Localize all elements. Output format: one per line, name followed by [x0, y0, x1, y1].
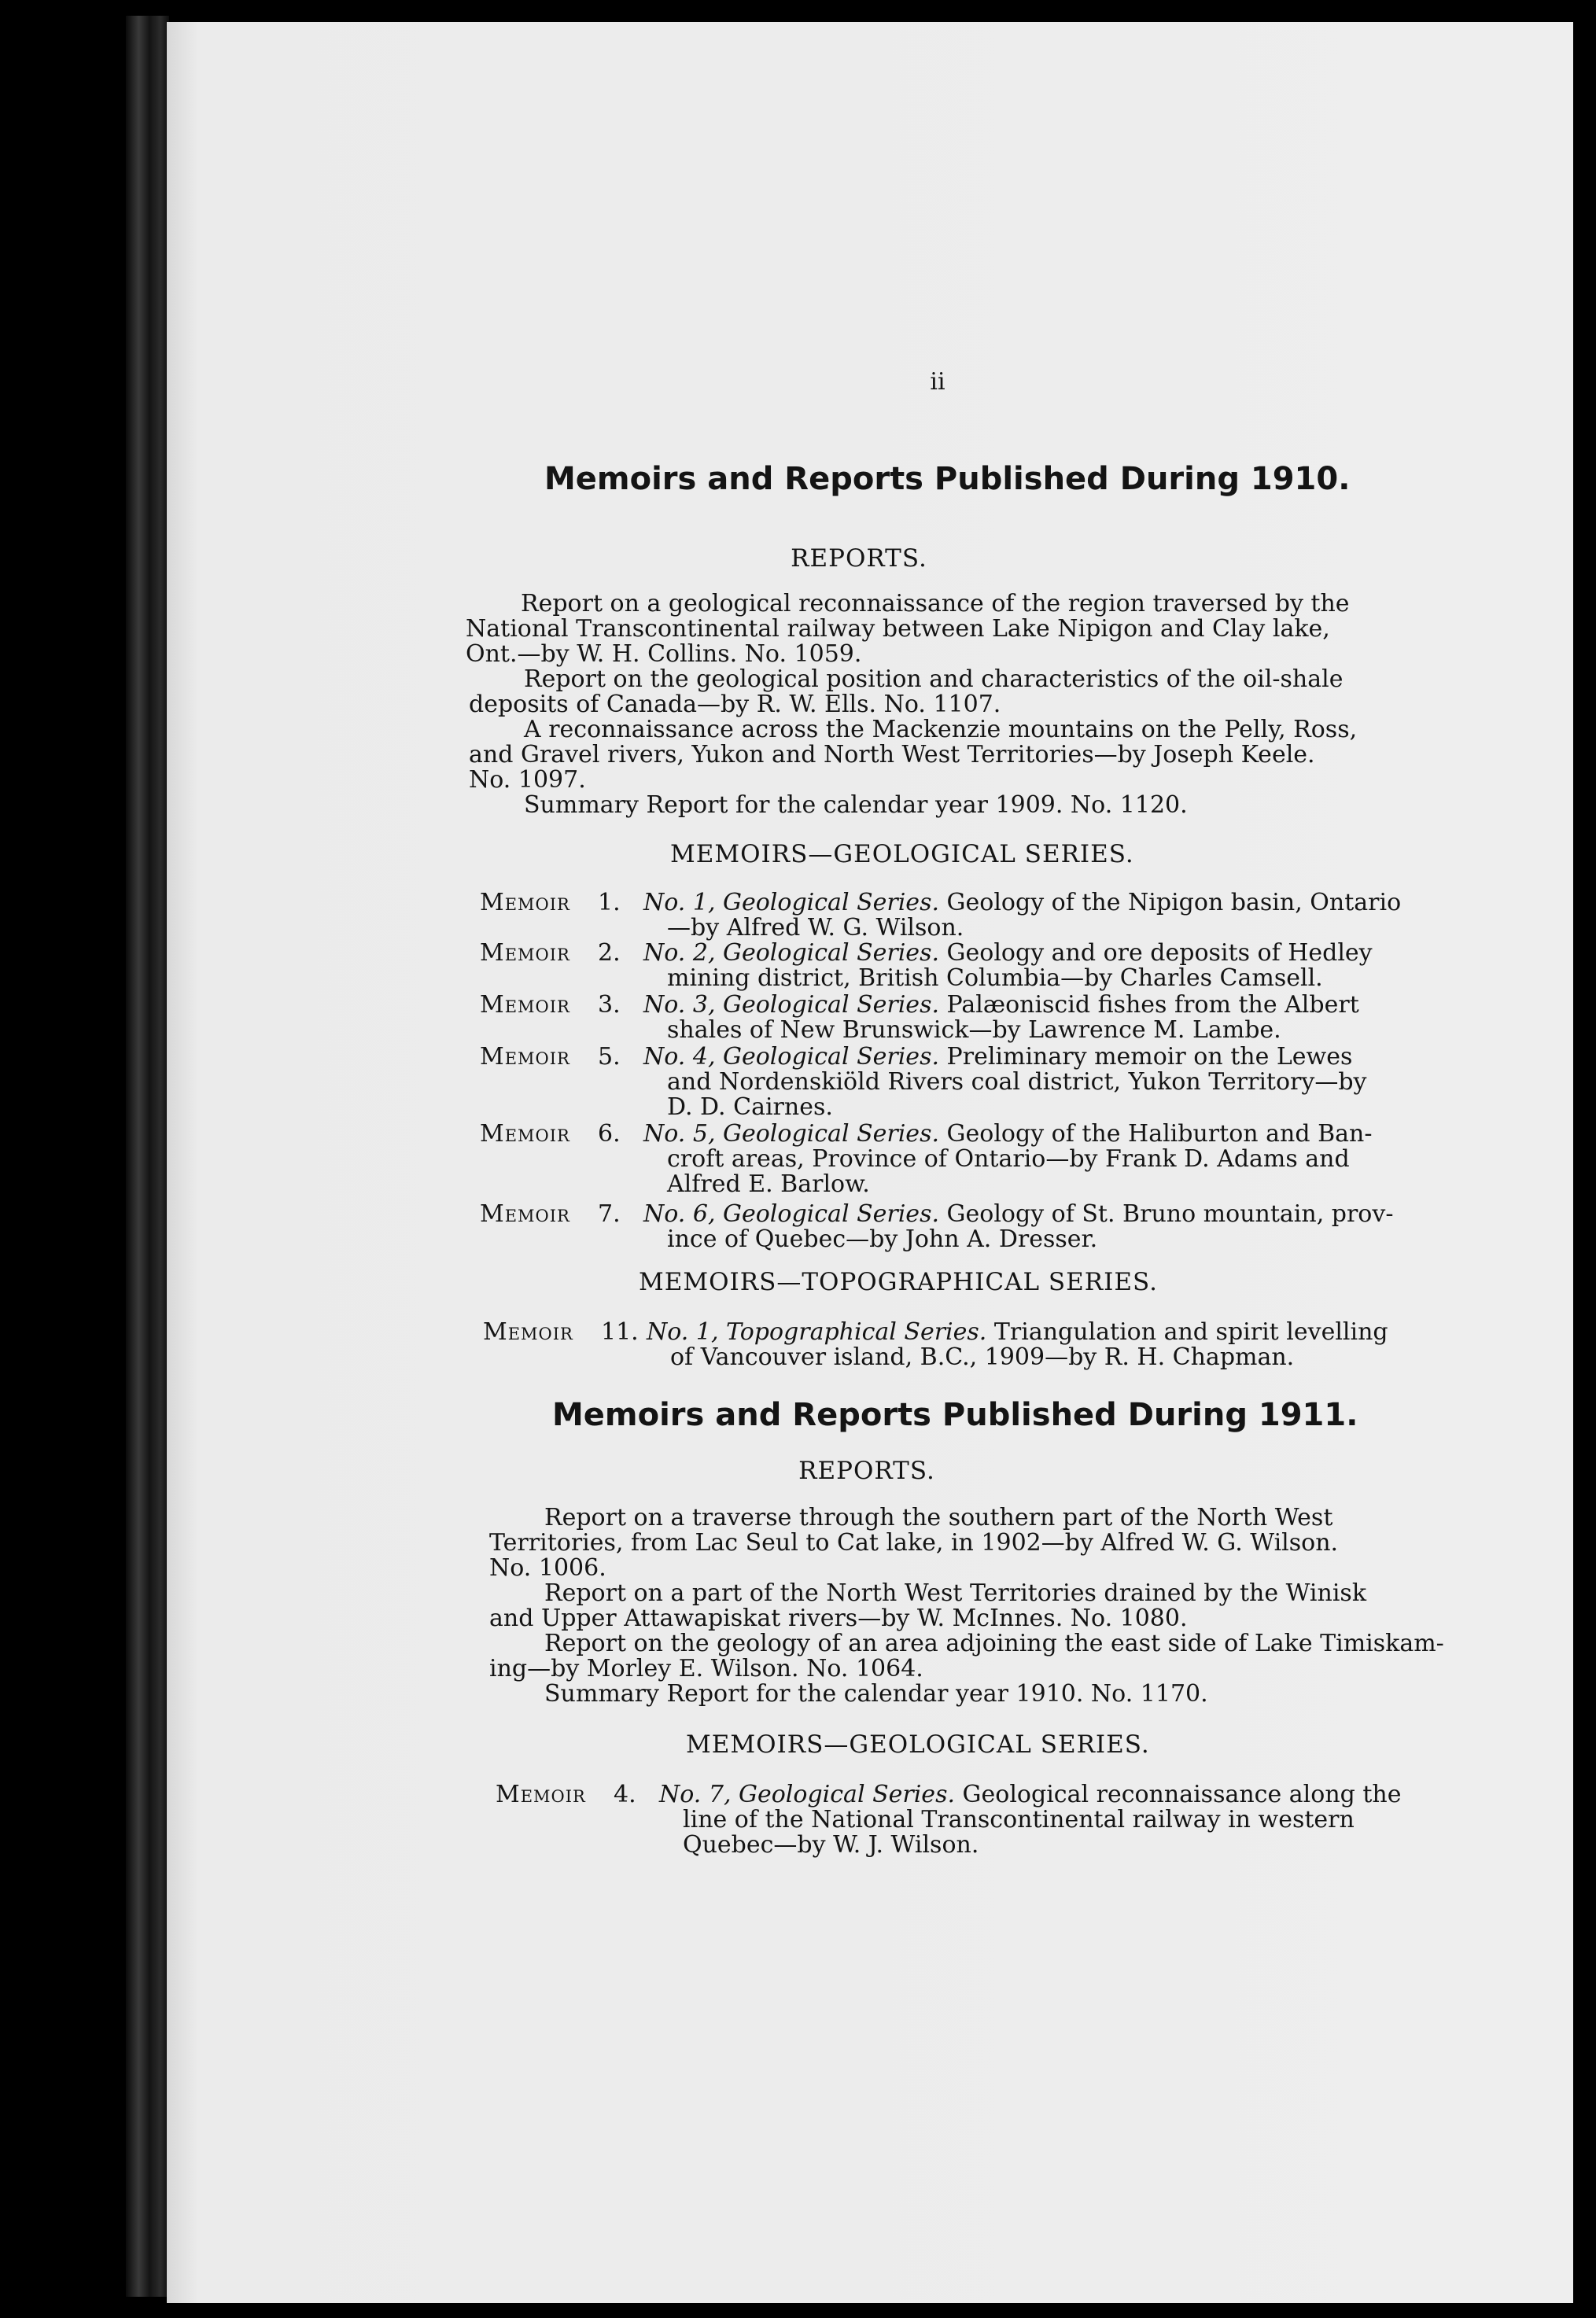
series-name: No. 5, Geological Series.	[643, 1120, 939, 1148]
memoir-label: Memoir	[480, 889, 570, 916]
memoir-entry	[480, 941, 1408, 991]
report-line: Ont.—by W. H. Collins. No. 1059.	[466, 640, 862, 668]
memoir-line: line of the National Transcontinental railway in western	[683, 1806, 1355, 1833]
memoir-title: Geology of St. Bruno mountain, prov-	[946, 1200, 1394, 1228]
memoir-line: mining district, British Columbia—by Charles Camsell.	[667, 964, 1323, 992]
memoir-entry	[480, 890, 1408, 941]
memoir-label: Memoir	[496, 1781, 586, 1808]
report-line: Report on a traverse through the southern part of the North West	[544, 1504, 1333, 1531]
memoir-number: 3.	[598, 991, 621, 1019]
report-line: Report on the geology of an area adjoining the east side of Lake Timiskam-	[544, 1630, 1444, 1657]
memoir-line: Quebec—by W. J. Wilson.	[683, 1831, 979, 1859]
memoir-title: Geology of the Haliburton and Ban-	[946, 1120, 1373, 1148]
series-name: No. 3, Geological Series.	[643, 991, 939, 1019]
report-1910-1	[466, 590, 1350, 668]
series-name: No. 1, Topographical Series.	[647, 1318, 987, 1346]
memoir-title: Geological reconnaissance along the	[962, 1781, 1402, 1808]
report-1910-4	[469, 793, 1350, 818]
memoir-label: Memoir	[480, 1043, 570, 1071]
memoir-line: D. D. Cairnes.	[667, 1093, 833, 1121]
memoir-title: Preliminary memoir on the Lewes	[946, 1043, 1353, 1071]
report-1911-1	[489, 1505, 1370, 1581]
geological-label-1911: MEMOIRS—GEOLOGICAL SERIES.	[686, 1730, 1150, 1759]
memoir-line: and Nordenskiöld Rivers coal district, Yukon Territory—by	[667, 1068, 1367, 1096]
series-name: No. 4, Geological Series.	[643, 1043, 939, 1071]
memoir-entry	[480, 1045, 1408, 1120]
memoir-entry	[480, 993, 1408, 1043]
series-name: No. 2, Geological Series.	[643, 939, 939, 967]
report-line: deposits of Canada—by R. W. Ells. No. 1107.	[469, 691, 1001, 718]
heading-1910: Memoirs and Reports Published During 1910.	[544, 461, 1351, 497]
memoir-line: ince of Quebec—by John A. Dresser.	[667, 1225, 1098, 1253]
page-number: ii	[930, 368, 945, 396]
memoir-label: Memoir	[480, 1200, 570, 1228]
report-line: ing—by Morley E. Wilson. No. 1064.	[489, 1655, 923, 1682]
memoir-line: Alfred E. Barlow.	[667, 1170, 870, 1198]
memoir-number: 5.	[598, 1043, 621, 1071]
reports-label-1910: REPORTS.	[791, 544, 927, 573]
memoir-number: 1.	[598, 889, 621, 916]
memoir-line: of Vancouver island, B.C., 1909—by R. H. Chapman.	[670, 1343, 1295, 1371]
memoir-number: 11.	[601, 1318, 639, 1346]
memoir-entry	[483, 1320, 1411, 1370]
report-line: National Transcontinental railway between Lake Nipigon and Clay lake,	[466, 615, 1330, 643]
report-1910-2	[469, 667, 1350, 717]
memoir-number: 4.	[614, 1781, 636, 1808]
report-line: Report on a part of the North West Territories drained by the Winisk	[544, 1579, 1367, 1607]
report-line: A reconnaissance across the Mackenzie mountains on the Pelly, Ross,	[524, 716, 1358, 743]
report-1911-4	[489, 1682, 1370, 1707]
memoir-entry	[480, 1122, 1408, 1197]
memoir-number: 2.	[598, 939, 621, 967]
memoir-title: Geology and ore deposits of Hedley	[946, 939, 1373, 967]
reports-label-1911: REPORTS.	[798, 1457, 935, 1485]
memoir-title: Geology of the Nipigon basin, Ontario	[946, 889, 1402, 916]
document-page	[167, 22, 1573, 2303]
memoir-title: Triangulation and spirit levelling	[993, 1318, 1388, 1346]
report-1911-2	[489, 1581, 1370, 1631]
report-line: Territories, from Lac Seul to Cat lake, in 1902—by Alfred W. G. Wilson.	[489, 1529, 1339, 1557]
memoir-number: 6.	[598, 1120, 621, 1148]
memoir-title: Palæoniscid fishes from the Albert	[946, 991, 1359, 1019]
report-line: No. 1006.	[489, 1554, 606, 1582]
book-binding-edge	[126, 16, 169, 2297]
report-1911-3	[489, 1630, 1444, 1682]
report-line: Report on the geological position and characteristics of the oil-shale	[524, 665, 1344, 693]
report-line: Summary Report for the calendar year 1910. No. 1170.	[544, 1680, 1208, 1708]
memoir-line: shales of New Brunswick—by Lawrence M. Lambe.	[667, 1016, 1281, 1044]
memoir-line: croft areas, Province of Ontario—by Frank D. Adams and	[667, 1145, 1350, 1173]
heading-1911: Memoirs and Reports Published During 1911.	[552, 1397, 1358, 1433]
report-line: Report on a geological reconnaissance of the region traversed by the	[521, 590, 1350, 617]
report-line: and Gravel rivers, Yukon and North West Territories—by Joseph Keele.	[469, 741, 1315, 768]
series-name: No. 1, Geological Series.	[643, 889, 939, 916]
memoir-label: Memoir	[480, 1120, 570, 1148]
report-line: No. 1097.	[469, 766, 586, 794]
memoir-line: —by Alfred W. G. Wilson.	[667, 914, 964, 942]
memoir-label: Memoir	[483, 1318, 573, 1346]
memoir-label: Memoir	[480, 991, 570, 1019]
report-line: and Upper Attawapiskat rivers—by W. McInnes. No. 1080.	[489, 1605, 1188, 1632]
memoir-entry	[496, 1782, 1424, 1858]
geological-label-1910: MEMOIRS—GEOLOGICAL SERIES.	[670, 840, 1134, 868]
topographical-label-1910: MEMOIRS—TOPOGRAPHICAL SERIES.	[639, 1268, 1158, 1296]
memoir-entry	[480, 1202, 1408, 1252]
series-name: No. 6, Geological Series.	[643, 1200, 939, 1228]
report-1910-3	[469, 716, 1358, 794]
series-name: No. 7, Geological Series.	[659, 1781, 955, 1808]
report-line: Summary Report for the calendar year 1909. No. 1120.	[524, 791, 1188, 819]
memoir-label: Memoir	[480, 939, 570, 967]
memoir-number: 7.	[598, 1200, 621, 1228]
